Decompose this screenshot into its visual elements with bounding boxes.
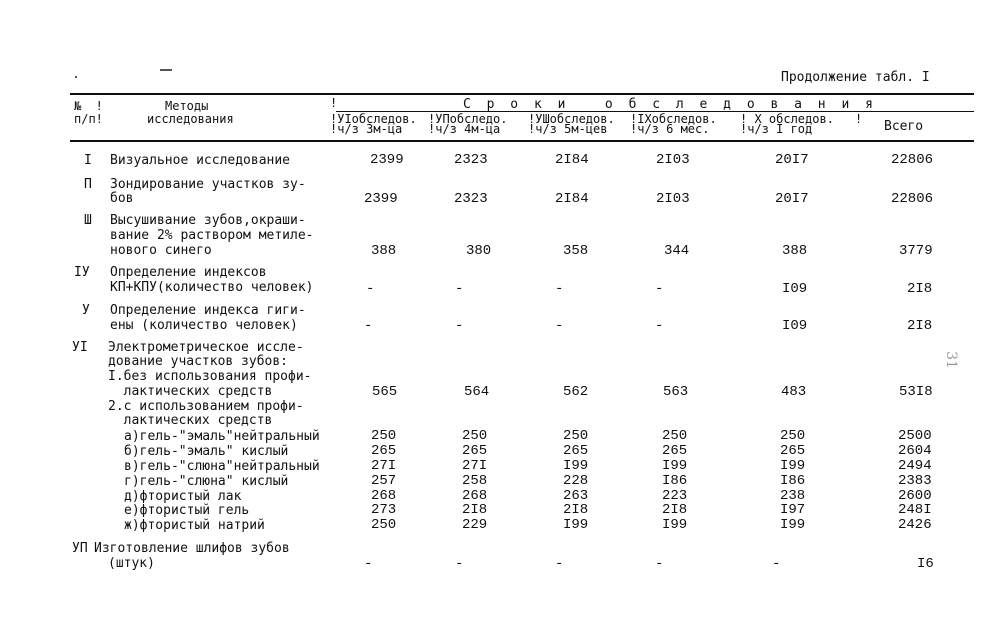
cell-value: 2399 bbox=[370, 152, 404, 168]
cell-value: - bbox=[655, 318, 664, 334]
cell-value: - bbox=[555, 318, 564, 334]
subrow-label: б)гель-"эмаль" кислый bbox=[124, 444, 289, 459]
cell-value: - bbox=[364, 556, 373, 572]
cell-value: 388 bbox=[371, 243, 397, 259]
cell-value: 265 bbox=[563, 443, 589, 459]
cell-value: 22806 bbox=[891, 152, 934, 168]
cell-value: I99 bbox=[780, 517, 806, 533]
cell-value: I86 bbox=[780, 473, 806, 489]
cell-value: 2I84 bbox=[555, 152, 589, 168]
subrow-label: ж)фтористый натрий bbox=[124, 518, 265, 533]
row-num: I bbox=[84, 153, 92, 168]
subrow-label: д)фтористый лак bbox=[124, 489, 242, 504]
cell-value: 2I8 bbox=[907, 281, 933, 297]
period-header-3b: !ч/з 5м-цев bbox=[528, 122, 608, 136]
cell-value: - bbox=[772, 556, 781, 572]
cell-value: 2323 bbox=[454, 191, 488, 207]
row-method-line: КП+КПУ(количество человек) bbox=[110, 280, 314, 295]
row-method-line: лактических средств bbox=[108, 384, 273, 399]
row-method-line: бов bbox=[110, 191, 134, 206]
cell-value: 268 bbox=[462, 488, 488, 504]
cell-value: - bbox=[455, 556, 464, 572]
cell-value: 268 bbox=[371, 488, 397, 504]
continuation-label: Продолжение табл. I bbox=[781, 70, 930, 85]
cell-value: 250 bbox=[563, 428, 589, 444]
cell-value: - bbox=[655, 556, 664, 572]
period-header-4a: !IХобследов. bbox=[630, 112, 717, 126]
subrow-label: г)гель-"слюна" кислый bbox=[124, 474, 289, 489]
cell-value: I99 bbox=[563, 458, 589, 474]
cell-value: 258 bbox=[462, 473, 488, 489]
cell-value: 250 bbox=[780, 428, 806, 444]
row-method-line: дование участков зубов: bbox=[108, 354, 289, 369]
row-num: IУ bbox=[74, 265, 90, 280]
subrow-label: в)гель-"слюна"нейтральный bbox=[124, 459, 320, 474]
cell-value: - bbox=[555, 281, 564, 297]
cell-value: - bbox=[555, 556, 564, 572]
cell-value: 3779 bbox=[899, 243, 933, 259]
period-header-1b: !ч/з 3м-ца bbox=[330, 122, 403, 136]
row-method-line: Зондирование участков зу- bbox=[110, 177, 306, 192]
cell-value: 564 bbox=[464, 384, 490, 400]
methods-header-line2: исследования bbox=[147, 112, 234, 126]
num-header-line2: п/п! bbox=[74, 112, 103, 126]
cell-value: I6 bbox=[917, 556, 934, 572]
cell-value: 2426 bbox=[898, 517, 932, 533]
cell-value: 2I03 bbox=[656, 191, 690, 207]
period-header-5b: !ч/з I год bbox=[740, 122, 813, 136]
row-num: Ш bbox=[84, 213, 92, 228]
cell-value: 250 bbox=[371, 517, 397, 533]
row-method-line: Определение индексов bbox=[110, 265, 267, 280]
cell-value: I99 bbox=[780, 458, 806, 474]
cell-value: I09 bbox=[782, 318, 808, 334]
row-method-line: ены (количество человек) bbox=[110, 318, 298, 333]
cell-value: 2383 bbox=[898, 473, 932, 489]
num-header-line1: № ! bbox=[74, 99, 103, 113]
cell-value: 250 bbox=[371, 428, 397, 444]
cell-value: 250 bbox=[662, 428, 688, 444]
periods-title: С р о к и о б с л е д о в а н и я bbox=[463, 97, 877, 112]
cell-value: - bbox=[364, 318, 373, 334]
cell-value: I99 bbox=[662, 517, 688, 533]
cell-value: 2I8 bbox=[662, 502, 688, 518]
cell-value: 2600 bbox=[898, 488, 932, 504]
cell-value: 2500 bbox=[898, 428, 932, 444]
row-method-line: нового синего bbox=[110, 243, 212, 258]
cell-value: I86 bbox=[662, 473, 688, 489]
period-header-1a: !УIобследов. bbox=[330, 112, 417, 126]
cell-value: 22806 bbox=[891, 191, 934, 207]
cell-value: 229 bbox=[462, 517, 488, 533]
cell-value: I99 bbox=[563, 517, 589, 533]
row-method-line: Высушивание зубов,окраши- bbox=[110, 213, 306, 228]
row-method-line: Визуальное исследование bbox=[110, 153, 291, 168]
cell-value: 20I7 bbox=[775, 191, 809, 207]
periods-bang: ! bbox=[330, 96, 338, 110]
cell-value: 380 bbox=[466, 243, 492, 259]
period-header-2b: !ч/з 4м-ца bbox=[428, 122, 501, 136]
cell-value: 53I8 bbox=[899, 384, 933, 400]
cell-value: 2I84 bbox=[555, 191, 589, 207]
header-bottom-rule bbox=[70, 140, 974, 142]
cell-value: 563 bbox=[663, 384, 689, 400]
margin-page-mark: 31 bbox=[942, 351, 959, 369]
cell-value: 238 bbox=[780, 488, 806, 504]
row-method-line: Определение индекса гиги- bbox=[110, 303, 306, 318]
cell-value: 265 bbox=[780, 443, 806, 459]
subrow-label: е)фтористый гель bbox=[124, 503, 250, 518]
cell-value: 565 bbox=[372, 384, 398, 400]
cell-value: I09 bbox=[782, 281, 808, 297]
cell-value: I99 bbox=[662, 458, 688, 474]
period-header-4b: !ч/з 6 мес. bbox=[630, 122, 710, 136]
cell-value: 250 bbox=[462, 428, 488, 444]
cell-value: 27I bbox=[462, 458, 488, 474]
cell-value: 2494 bbox=[898, 458, 932, 474]
cell-value: 2399 bbox=[364, 191, 398, 207]
row-method-line: I.без использования профи- bbox=[108, 369, 312, 384]
row-num: П bbox=[84, 177, 92, 192]
period-header-3a: !УШобследов. bbox=[528, 112, 615, 126]
period-header-2a: !УПобследо. bbox=[428, 112, 508, 126]
cell-value: 263 bbox=[563, 488, 589, 504]
cell-value: 27I bbox=[371, 458, 397, 474]
row-num: У bbox=[82, 303, 90, 318]
row-num: УП bbox=[72, 541, 88, 556]
cell-value: 2604 bbox=[898, 443, 932, 459]
period-header-5a: ! Х обследов. bbox=[740, 112, 834, 126]
cell-value: 2I8 bbox=[563, 502, 589, 518]
row-method-line: Электрометрическое иссле- bbox=[108, 340, 304, 355]
cell-value: 388 bbox=[782, 243, 808, 259]
scan-mark bbox=[160, 69, 172, 71]
cell-value: 2323 bbox=[454, 152, 488, 168]
cell-value: - bbox=[366, 281, 375, 297]
cell-value: 483 bbox=[781, 384, 807, 400]
table-top-rule bbox=[70, 93, 974, 95]
cell-value: 265 bbox=[371, 443, 397, 459]
cell-value: - bbox=[655, 281, 664, 297]
cell-value: 2I8 bbox=[462, 502, 488, 518]
cell-value: 265 bbox=[462, 443, 488, 459]
row-method-line: (штук) bbox=[108, 556, 155, 571]
cell-value: 20I7 bbox=[775, 152, 809, 168]
cell-value: - bbox=[455, 318, 464, 334]
cell-value: 358 bbox=[563, 243, 589, 259]
cell-value: 562 bbox=[563, 384, 589, 400]
cell-value: 344 bbox=[664, 243, 690, 259]
methods-header-line1: Методы bbox=[165, 99, 209, 113]
row-num: УI bbox=[72, 340, 88, 355]
cell-value: - bbox=[455, 281, 464, 297]
period-header-bang: ! bbox=[855, 112, 863, 126]
cell-value: 273 bbox=[371, 502, 397, 518]
cell-value: 228 bbox=[563, 473, 589, 489]
cell-value: 265 bbox=[662, 443, 688, 459]
cell-value: 2I03 bbox=[656, 152, 690, 168]
scan-mark bbox=[75, 76, 77, 78]
cell-value: I97 bbox=[780, 502, 806, 518]
cell-value: 223 bbox=[662, 488, 688, 504]
row-method-line: вание 2% раствором метиле- bbox=[110, 228, 314, 243]
cell-value: 2I8 bbox=[907, 318, 933, 334]
row-method-line: Изготовление шлифов зубов bbox=[94, 541, 290, 556]
cell-value: 257 bbox=[371, 473, 397, 489]
cell-value: 248I bbox=[898, 502, 932, 518]
row-method-line: лактических средств bbox=[108, 413, 273, 428]
subrow-label: а)гель-"эмаль"нейтральный bbox=[124, 429, 320, 444]
row-method-line: 2.с использованием профи- bbox=[108, 399, 304, 414]
total-header: Всего bbox=[884, 119, 924, 134]
